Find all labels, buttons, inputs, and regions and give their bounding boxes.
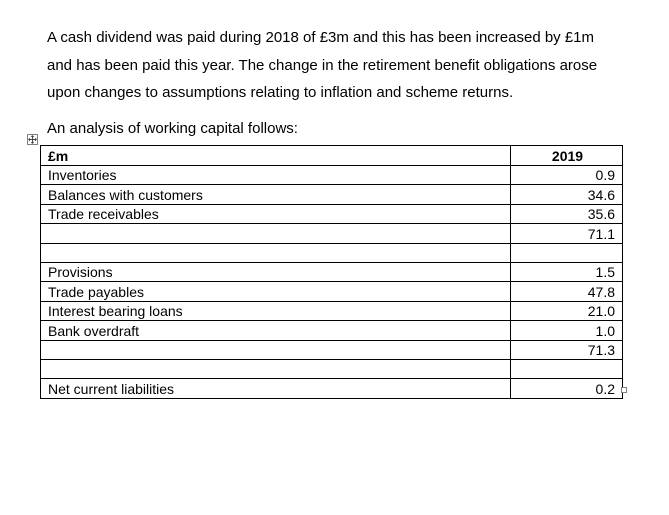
header-currency-label: £m: [41, 146, 511, 166]
table-row: [41, 282, 623, 302]
row-value: 21.0: [511, 301, 623, 321]
row-label: Provisions: [41, 262, 511, 282]
working-capital-table: [40, 145, 623, 399]
paragraph-line-1: A cash dividend was paid during 2018 of £3m and this has been increased by £1m: [47, 29, 595, 46]
table-row: [41, 165, 623, 185]
row-label: [41, 224, 511, 244]
header-year-label: 2019: [511, 146, 623, 166]
paragraph-line-2: and has been paid this year. The change in the retirement benefit obligations arose: [47, 56, 598, 74]
row-label: Net current liabilities: [41, 379, 511, 399]
row-label: Balances with customers: [41, 185, 511, 205]
table-row: [41, 204, 623, 224]
paragraph-line-3: upon changes to assumptions relating to inflation and scheme returns.: [47, 84, 514, 101]
table-row-subtotal: [41, 340, 623, 360]
row-value: 47.8: [511, 282, 623, 302]
narrative-paragraph: [47, 24, 637, 107]
table-resize-handle[interactable]: [621, 387, 627, 393]
row-value: 71.1: [511, 224, 623, 244]
table-move-handle-icon[interactable]: [27, 134, 38, 145]
table-row-subtotal: [41, 224, 623, 244]
table-row: [41, 185, 623, 205]
row-value: 1.0: [511, 321, 623, 341]
row-value: 71.3: [511, 340, 623, 360]
row-label: Interest bearing loans: [41, 301, 511, 321]
table-row-total: [41, 379, 623, 399]
row-value: [511, 243, 623, 262]
table-row-blank: [41, 360, 623, 379]
row-value: 1.5: [511, 262, 623, 282]
table-header-row: [41, 146, 623, 166]
row-label: Trade receivables: [41, 204, 511, 224]
row-label: Bank overdraft: [41, 321, 511, 341]
row-label: [41, 243, 511, 262]
table-row-blank: [41, 243, 623, 262]
row-value: 35.6: [511, 204, 623, 224]
row-value: [511, 360, 623, 379]
row-value: 0.2: [511, 379, 623, 399]
row-label: [41, 340, 511, 360]
row-label: Inventories: [41, 165, 511, 185]
row-value: 0.9: [511, 165, 623, 185]
table-row: [41, 301, 623, 321]
row-label: [41, 360, 511, 379]
table-intro-text: An analysis of working capital follows:: [47, 120, 298, 137]
row-label: Trade payables: [41, 282, 511, 302]
table-row: [41, 262, 623, 282]
table-row: [41, 321, 623, 341]
row-value: 34.6: [511, 185, 623, 205]
